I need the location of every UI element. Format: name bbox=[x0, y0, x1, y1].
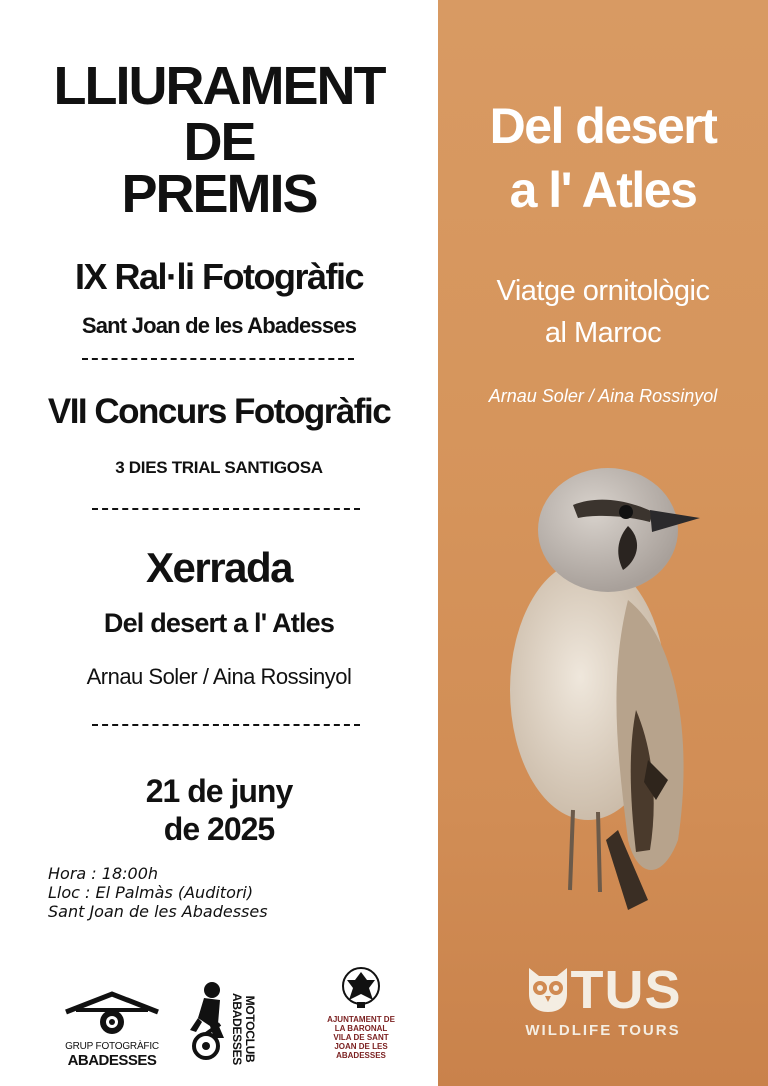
ajuntament-line-3: VILA DE SANT bbox=[333, 1033, 389, 1042]
grup-logo-line-2: ABADESSES bbox=[67, 1052, 157, 1069]
talk-authors: Arnau Soler / Aina Rossinyol bbox=[86, 664, 352, 689]
right-title-line-1: Del desert bbox=[489, 98, 717, 154]
motorbike-rider-icon bbox=[184, 980, 234, 1070]
rally-title: IX Ral·li Fotogràfic bbox=[74, 256, 364, 297]
title-line-3: PREMIS bbox=[121, 164, 317, 224]
ajuntament-line-2: LA BARONAL bbox=[334, 1024, 388, 1033]
owl-icon bbox=[525, 964, 571, 1014]
motoclub-logo bbox=[184, 980, 264, 1072]
separator bbox=[92, 508, 360, 510]
info-town: Sant Joan de les Abadesses bbox=[48, 902, 268, 921]
ajuntament-text bbox=[325, 1015, 397, 1060]
grup-logo-line-1: GRUP FOTOGRÀFIC bbox=[65, 1041, 159, 1052]
ajuntament-line-1: AJUNTAMENT DE bbox=[327, 1015, 395, 1024]
brand-name: TUS bbox=[570, 960, 682, 1020]
event-date-line-2: de 2025 bbox=[163, 811, 275, 847]
right-authors: Arnau Soler / Aina Rossinyol bbox=[488, 386, 718, 406]
title-line-2: DE bbox=[183, 112, 255, 172]
grup-fotografic-logo bbox=[60, 990, 164, 1069]
info-place: Lloc : El Palmàs (Auditori) bbox=[48, 883, 254, 902]
event-date-line-1: 21 de juny bbox=[145, 773, 293, 809]
ajuntament-line-5: ABADESSES bbox=[336, 1051, 386, 1060]
event-info bbox=[48, 864, 268, 921]
ajuntament-logo bbox=[325, 966, 397, 1066]
brand-subtitle: WILDLIFE TOURS bbox=[525, 1022, 681, 1039]
coat-of-arms-icon bbox=[341, 966, 381, 1010]
motoclub-text: MOTOCLUB ABADESSES bbox=[230, 993, 257, 1065]
contest-title: VII Concurs Fotogràfic bbox=[47, 392, 391, 431]
talk-title: Del desert a l' Atles bbox=[103, 608, 335, 638]
right-panel bbox=[438, 0, 768, 1086]
right-subtitle-line-1: Viatge ornitològic bbox=[496, 275, 710, 307]
right-title-line-2: a l' Atles bbox=[509, 162, 697, 218]
talk-label: Xerrada bbox=[146, 544, 292, 591]
right-subtitle-line-2: al Marroc bbox=[544, 317, 662, 349]
info-time: Hora : 18:00h bbox=[48, 864, 159, 883]
ajuntament-line-4: JOAN DE LES bbox=[334, 1042, 388, 1051]
title-line-1: LLIURAMENT bbox=[53, 56, 385, 116]
desert-sparrow-photo bbox=[478, 460, 768, 940]
rally-place: Sant Joan de les Abadesses bbox=[81, 313, 357, 338]
otus-brand bbox=[438, 960, 768, 1039]
separator bbox=[82, 358, 354, 360]
camera-roof-icon bbox=[60, 990, 164, 1034]
separator bbox=[92, 724, 360, 726]
contest-event: 3 DIES TRIAL SANTIGOSA bbox=[115, 458, 323, 477]
